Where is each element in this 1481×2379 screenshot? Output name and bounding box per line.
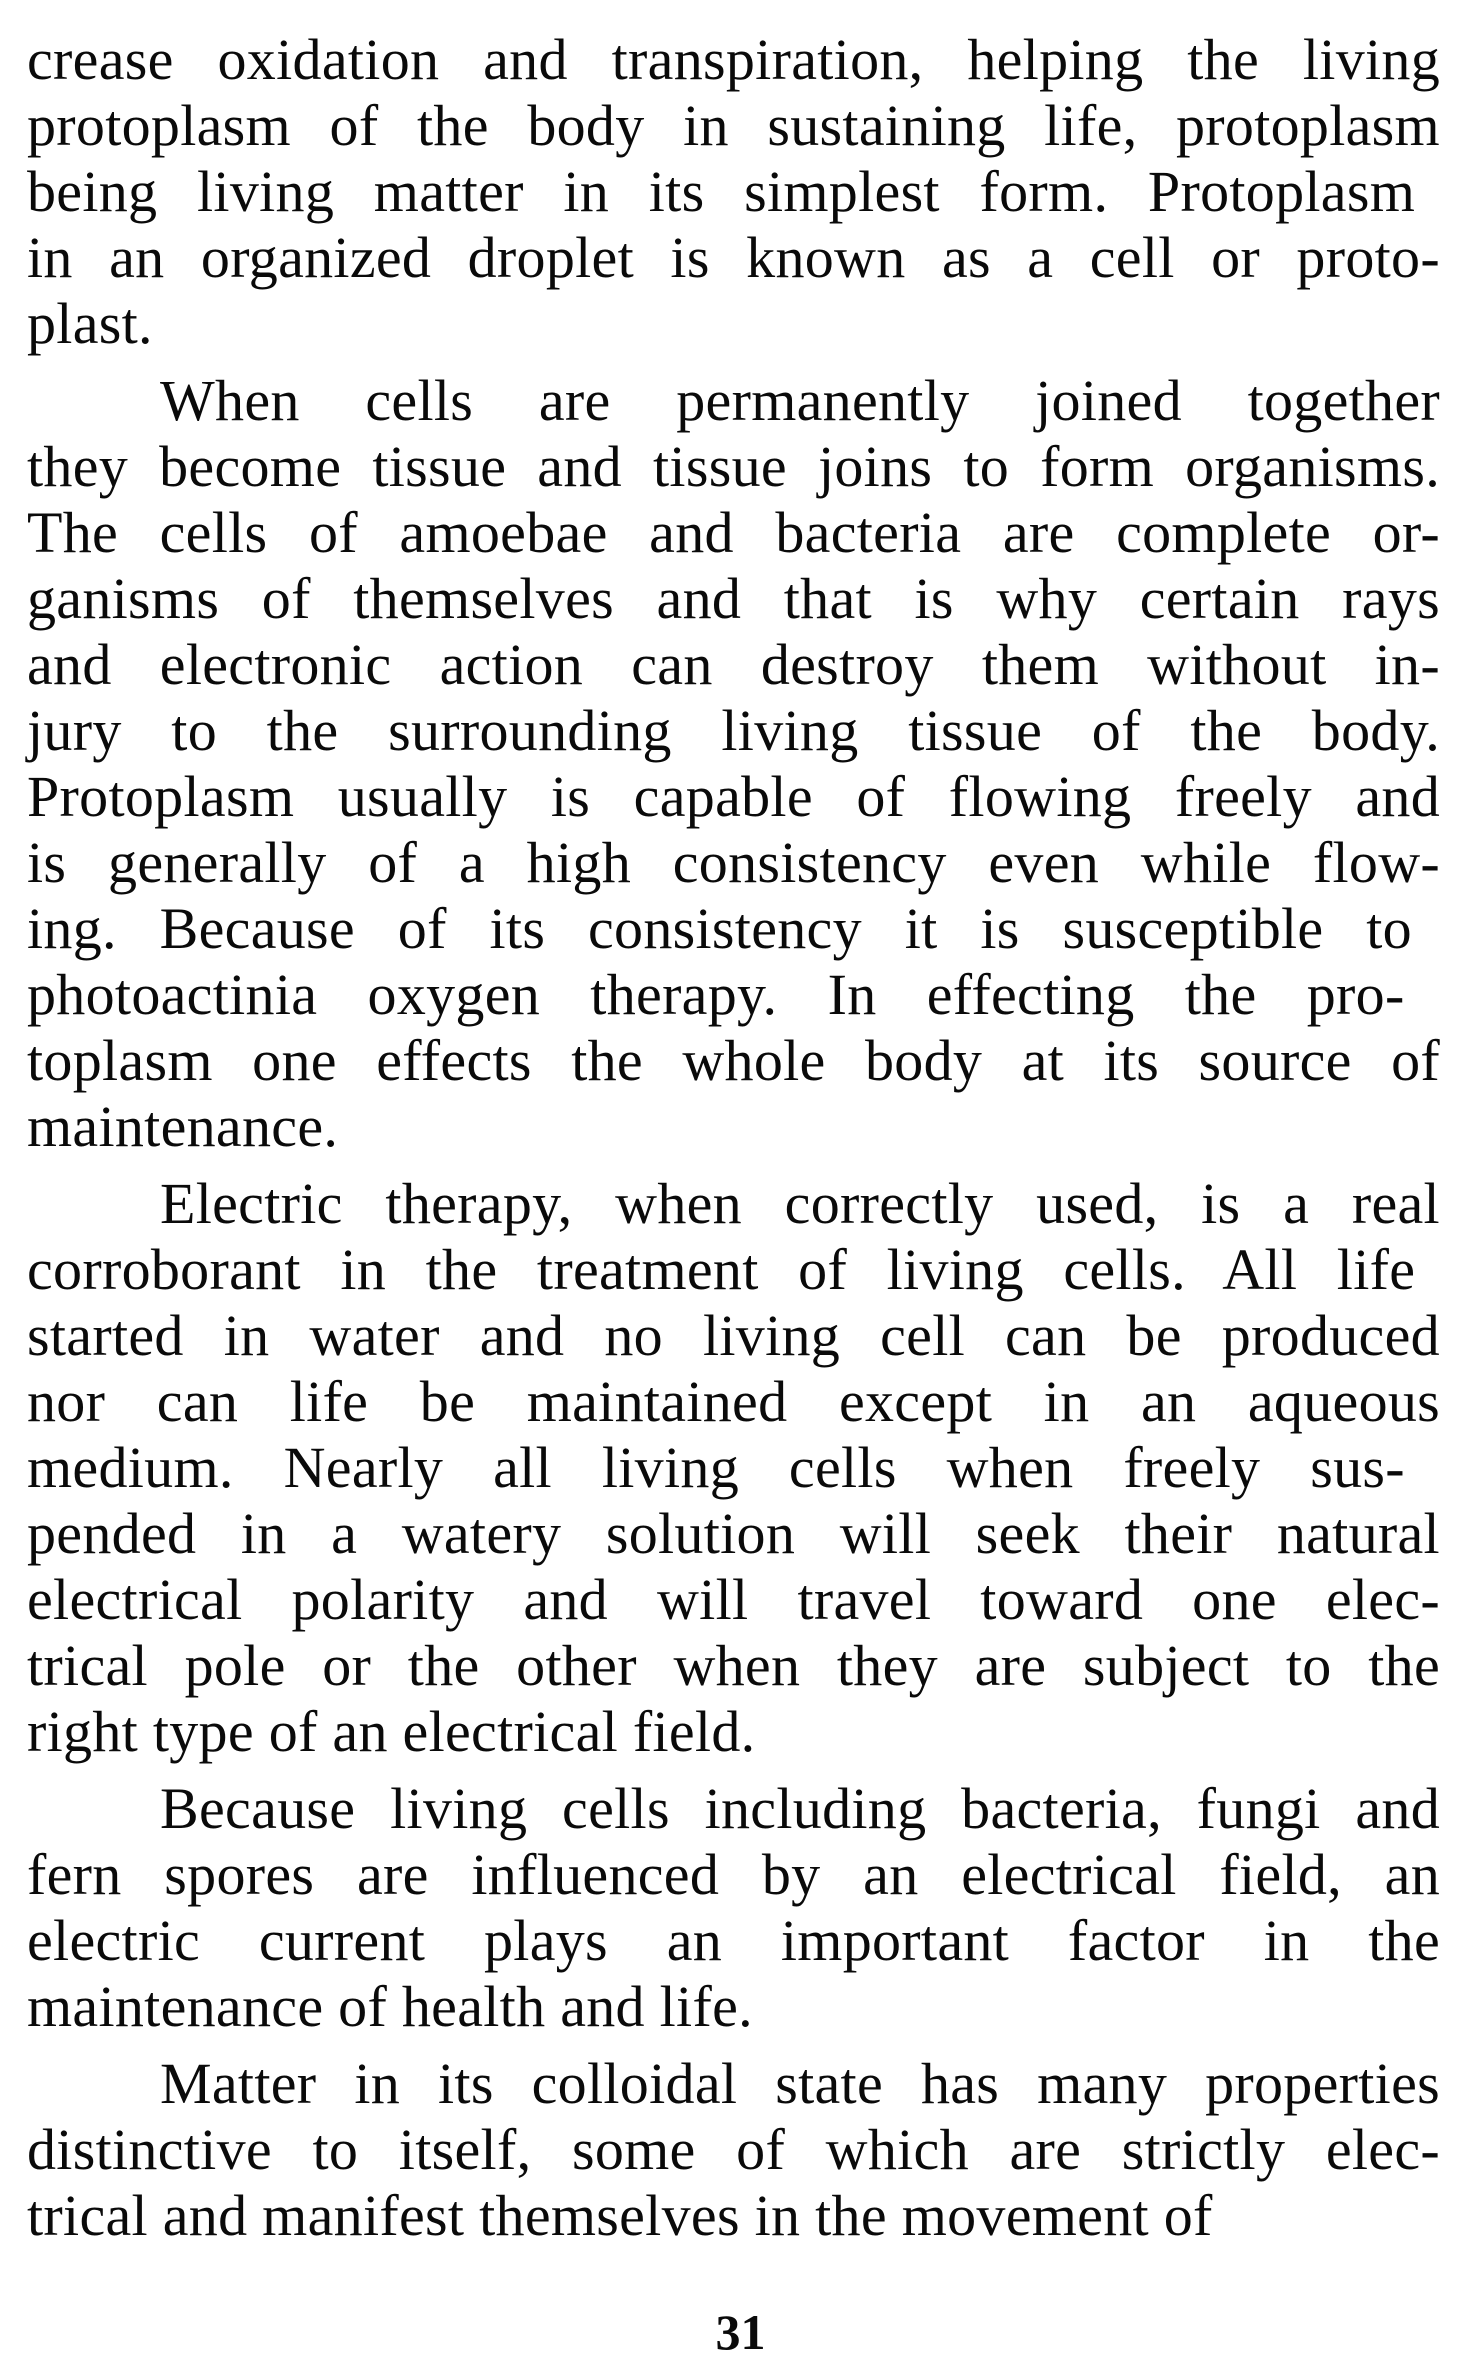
text-line: corroborant in the treatment of living cells. All life	[27, 1237, 1416, 1302]
page-number: 31	[715, 2304, 766, 2360]
text-line: right type of an electrical field.	[27, 1699, 756, 1764]
text-line: maintenance.	[27, 1094, 339, 1159]
text-line: fern spores are influenced by an electrical field, an	[27, 1842, 1441, 1907]
text-line: is generally of a high consistency even while flow-	[27, 830, 1441, 895]
text-line: ganisms of themselves and that is why certain rays	[27, 566, 1440, 631]
text-line: medium. Nearly all living cells when freely sus-	[27, 1435, 1405, 1500]
text-line: Matter in its colloidal state has many properties	[160, 2051, 1441, 2116]
text-line: The cells of amoebae and bacteria are complete or-	[27, 500, 1440, 565]
text-line: distinctive to itself, some of which are strictly elec-	[27, 2117, 1440, 2182]
text-line: When cells are permanently joined together	[160, 368, 1441, 433]
text-line: protoplasm of the body in sustaining life, protoplasm	[27, 93, 1440, 158]
text-line: photoactinia oxygen therapy. In effecting the pro-	[27, 962, 1405, 1027]
text-line: Electric therapy, when correctly used, is a real	[160, 1171, 1440, 1236]
text-line: toplasm one effects the whole body at its source of	[27, 1028, 1441, 1093]
text-line: nor can life be maintained except in an aqueous	[27, 1369, 1441, 1434]
text-line: jury to the surrounding living tissue of the body.	[27, 698, 1441, 763]
text-line: they become tissue and tissue joins to form organisms.	[27, 434, 1440, 499]
text-line: trical pole or the other when they are subject to the	[27, 1633, 1440, 1698]
text-line: started in water and no living cell can be produced	[27, 1303, 1440, 1368]
text-line: electric current plays an important factor in the	[27, 1908, 1441, 1973]
text-line: maintenance of health and life.	[27, 1974, 753, 2039]
text-line: Protoplasm usually is capable of flowing freely and	[27, 764, 1441, 829]
text-line: pended in a watery solution will seek their natural	[27, 1501, 1440, 1566]
text-line: trical and manifest themselves in the movement of	[27, 2183, 1213, 2248]
text-line: crease oxidation and transpiration, helping the living	[27, 27, 1441, 92]
text-line: and electronic action can destroy them without in-	[27, 632, 1440, 697]
text-line: electrical polarity and will travel toward one elec-	[27, 1567, 1440, 1632]
text-line: in an organized droplet is known as a cell or proto-	[27, 225, 1440, 290]
text-line: Because living cells including bacteria, fungi and	[160, 1776, 1441, 1841]
text-line: plast.	[27, 291, 153, 356]
text-line: ing. Because of its consistency it is susceptible to	[27, 896, 1412, 961]
text-line: being living matter in its simplest form. Protoplasm	[27, 159, 1416, 224]
